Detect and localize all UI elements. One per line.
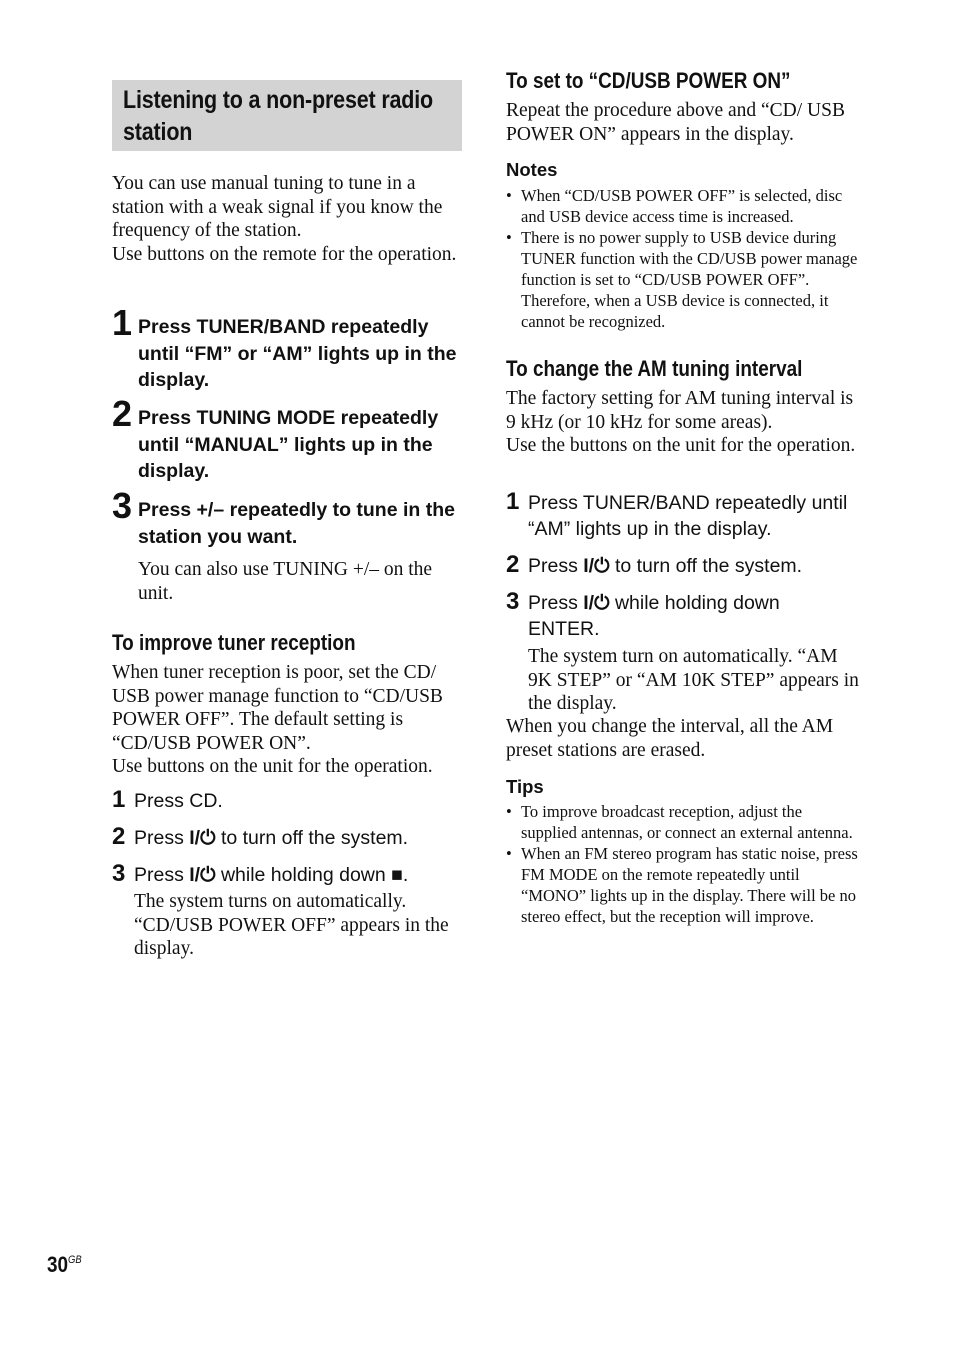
- step-text: Press CD.: [134, 790, 223, 812]
- list-item: • There is no power supply to USB device during TUNER function with the CD/USB power manage function is set to “CD/USB POWER OFF”. Therefore, when a USB device is connected, it cannot be recognized.: [506, 227, 862, 332]
- am-body-2: Use the buttons on the unit for the operation.: [506, 435, 856, 456]
- step-number: 3: [506, 588, 520, 615]
- am-heading: To change the AM tuning interval: [506, 356, 803, 381]
- step-number: 2: [506, 551, 520, 578]
- set-on-heading: To set to “CD/USB POWER ON”: [506, 68, 791, 93]
- region-code: GB: [68, 1254, 82, 1266]
- power-icon: I/⏻: [583, 592, 610, 614]
- intro-paragraph-2: Use buttons on the remote for the operation.: [112, 244, 457, 265]
- set-on-body: Repeat the procedure above and “CD/ USB POWER ON” appears in the display.: [506, 100, 845, 145]
- step-text: Press I/⏻ to turn off the system.: [528, 555, 803, 577]
- notes-label: Notes: [506, 159, 558, 180]
- page-number: $30^{GB}$: [47, 1252, 82, 1277]
- am-result: The system turn on automatically. “AM 9K STEP” or “AM 10K STEP” appears in the display.: [528, 646, 859, 715]
- power-icon: I/⏻: [583, 555, 610, 577]
- step-number: 1: [506, 488, 520, 515]
- step-number: 1: [112, 302, 133, 343]
- step-text: Press TUNING MODE repeatedly until “MANUAL” lights up in the display.: [138, 407, 439, 482]
- am-body: The factory setting for AM tuning interval is 9 kHz (or 10 kHz for some areas).: [506, 388, 854, 433]
- step-3-note: You can also use TUNING +/– on the unit.: [138, 559, 433, 604]
- step-number: 3: [112, 860, 126, 887]
- improve-body-2: Use buttons on the unit for the operation.: [112, 756, 433, 777]
- section-title: Listening to a non-preset radio station: [123, 86, 434, 146]
- step-number: 2: [112, 823, 126, 850]
- power-icon: I/⏻: [189, 827, 216, 849]
- am-after: When you change the interval, all the AM preset stations are erased.: [506, 716, 834, 761]
- step-text: Press TUNER/BAND repeatedly until “FM” or “AM” lights up in the display.: [138, 316, 457, 391]
- list-item: • When “CD/USB POWER OFF” is selected, disc and USB device access time is increased.: [506, 185, 862, 227]
- improve-body: When tuner reception is poor, set the CD/ USB power manage function to “CD/USB POWER OFF”. The default setting is “CD/USB POWER ON”.: [112, 662, 443, 754]
- section-title-box: [112, 80, 462, 151]
- notes-list: [506, 185, 862, 332]
- list-item: • When an FM stereo program has static noise, press FM MODE on the remote repeatedly until “MONO” lights up in the display. There will be no stereo effect, but the reception will improve.: [506, 843, 862, 927]
- list-item: • To improve broadcast reception, adjust the supplied antennas, or connect an external antenna.: [506, 801, 862, 843]
- step-text: Press I/⏻ to turn off the system.: [134, 827, 409, 849]
- power-icon: I/⏻: [189, 864, 216, 886]
- step-number: 3: [112, 485, 133, 526]
- step-text: Press I/⏻ while holding down ENTER.: [528, 592, 780, 640]
- step-text: Press I/⏻ while holding down ■.: [134, 864, 409, 886]
- step-text: Press TUNER/BAND repeatedly until “AM” lights up in the display.: [528, 492, 848, 540]
- intro-paragraph: You can use manual tuning to tune in a station with a weak signal if you know the frequency of the station.: [112, 173, 443, 242]
- tips-list: [506, 801, 862, 927]
- step-text: Press +/– repeatedly to tune in the station you want.: [138, 499, 455, 548]
- step-number: 1: [112, 786, 126, 813]
- improve-result: The system turns on automatically. “CD/USB POWER OFF” appears in the display.: [134, 891, 449, 960]
- tips-label: Tips: [506, 776, 544, 797]
- improve-heading: To improve tuner reception: [112, 630, 356, 655]
- step-number: 2: [112, 393, 133, 434]
